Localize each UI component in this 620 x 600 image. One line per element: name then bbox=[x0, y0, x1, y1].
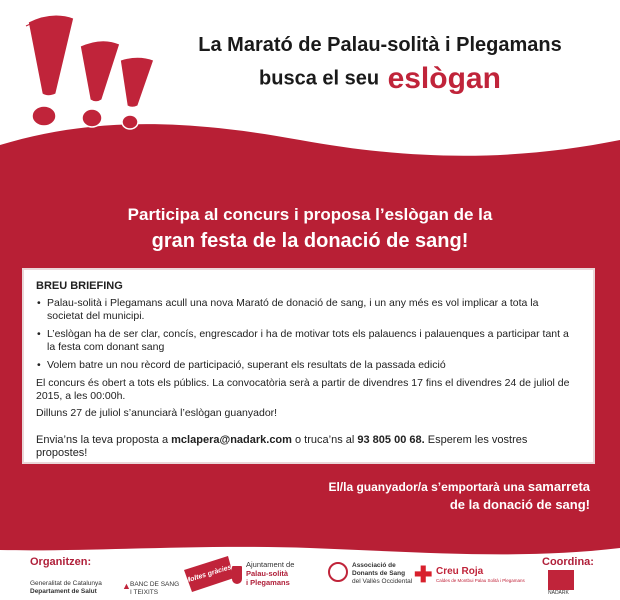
list-item bbox=[36, 328, 583, 354]
sponsors-footer bbox=[0, 552, 620, 600]
nadark-mark-icon bbox=[548, 570, 574, 590]
association-line-3: del Vallès Occidental bbox=[352, 578, 413, 585]
moltes-gracies-badge-icon bbox=[180, 552, 238, 594]
badge-text: Moltes gràcies bbox=[183, 564, 233, 585]
briefing-list bbox=[36, 297, 583, 372]
cta-text-post: Esperem les vostres propostes! bbox=[36, 434, 528, 459]
gencat-logo bbox=[30, 580, 102, 596]
creu-roja-subtitle: Caldes de Montbui Palau Solità i Plegamans bbox=[436, 578, 525, 583]
ajuntament-line-1: Ajuntament de bbox=[246, 560, 295, 569]
association-line-2: Donants de Sang bbox=[352, 570, 406, 577]
prize-line-2: de la donació de sang! bbox=[449, 497, 590, 512]
phone-number[interactable]: 93 805 00 68. bbox=[357, 434, 425, 446]
header bbox=[0, 0, 620, 160]
list-item-text: L’eslògan ha de ser clar, concís, engrescador i ha de motivar tots els palauencs i palauenques a participar tant a la festa com donant sang bbox=[47, 328, 569, 353]
cta-text-mid: o truca’ns al bbox=[295, 434, 355, 446]
title-line-2-prefix: busca el seu bbox=[259, 67, 380, 90]
donor-seal-icon bbox=[328, 562, 348, 582]
page-title: La Marató de Palau-solità i Plegamans bbox=[198, 34, 562, 56]
announcement: Dilluns 27 de juliol s’anunciarà l’eslògan guanyador! bbox=[36, 407, 278, 419]
list-item-text: Palau-solità i Plegamans acull una nova Marató de donació de sang, i un any més es vol implicar a tota la societat del municipi. bbox=[47, 297, 539, 322]
creu-roja-logo bbox=[414, 562, 525, 587]
prize-text: El/la guanyador/a s’emportarà una bbox=[328, 480, 525, 494]
creu-roja-name: Creu Roja bbox=[436, 566, 484, 577]
organizers-label: Organitzen: bbox=[30, 556, 92, 568]
prize-line-1 bbox=[280, 478, 590, 496]
title-highlight: eslògan bbox=[387, 62, 501, 95]
list-item-text: Volem batre un nou rècord de participació, superant els resultats de la passada edició bbox=[47, 359, 446, 371]
nadark-name: NADARK bbox=[548, 590, 569, 596]
ajuntament-line-2: Palau-solità bbox=[246, 569, 289, 578]
nadark-logo bbox=[548, 570, 576, 598]
cta-text-pre: Envia’ns la teva proposta a bbox=[36, 434, 169, 446]
coordinator-label: Coordina: bbox=[542, 556, 594, 568]
bullet-icon: • bbox=[37, 328, 41, 340]
email-link[interactable]: mclapera@nadark.com bbox=[171, 434, 292, 446]
prize-note bbox=[280, 478, 590, 514]
bst-line-2: I TEIXITS bbox=[130, 589, 159, 596]
exclamation-marks-icon bbox=[22, 8, 162, 138]
bst-line-1: BANC DE SANG bbox=[130, 581, 180, 588]
ajuntament-line-3: i Plegamans bbox=[246, 578, 290, 587]
prize-highlight: samarreta bbox=[527, 479, 590, 494]
contest-dates: El concurs és obert a tots els públics. La convocatòria serà a partir de divendres 17 fins el divendres 24 de juliol de 2015, a les 00:00h. bbox=[36, 377, 570, 402]
association-line-1: Associació de bbox=[352, 562, 396, 569]
blood-drop-icon: ▲ bbox=[122, 581, 131, 591]
call-to-action bbox=[36, 434, 583, 460]
bullet-icon: • bbox=[37, 359, 41, 371]
briefing-box bbox=[22, 268, 595, 464]
bst-logo bbox=[122, 581, 180, 597]
red-cross-icon: ✚ bbox=[414, 562, 433, 587]
invitation-line-1: Participa al concurs i proposa l’eslògan de la bbox=[127, 205, 493, 224]
list-item bbox=[36, 359, 583, 372]
briefing-heading: BREU BRIEFING bbox=[36, 280, 123, 292]
list-item bbox=[36, 297, 583, 323]
gencat-name: Generalitat de Catalunya bbox=[30, 580, 102, 587]
invitation bbox=[30, 203, 590, 255]
coat-of-arms-icon bbox=[232, 566, 242, 584]
invitation-line-2: gran festa de la donació de sang! bbox=[151, 230, 469, 252]
title-line-2 bbox=[150, 62, 610, 96]
bullet-icon: • bbox=[37, 297, 41, 309]
gencat-dept: Departament de Salut bbox=[30, 588, 97, 595]
association-logo bbox=[352, 562, 412, 586]
ajuntament-logo bbox=[246, 560, 294, 587]
